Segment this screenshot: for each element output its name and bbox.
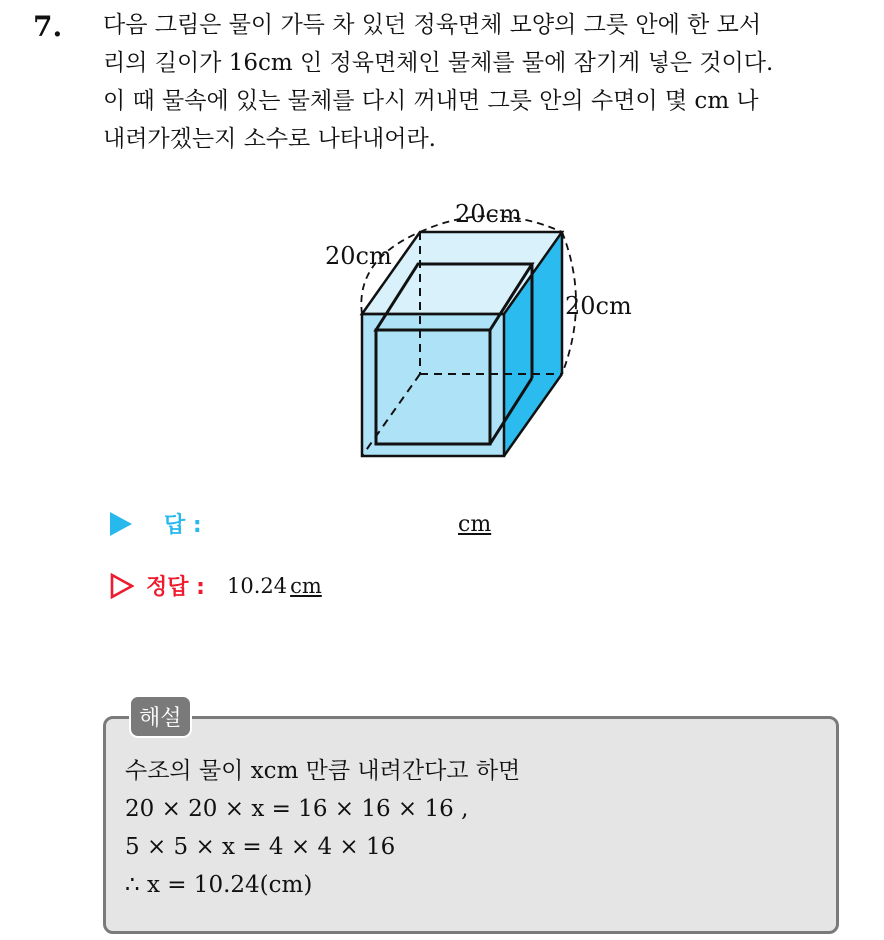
correct-answer-unit: cm	[290, 573, 322, 598]
correct-answer-row	[110, 570, 322, 601]
water-front-face	[362, 314, 504, 456]
solution-text	[125, 752, 520, 904]
question-text	[103, 6, 873, 158]
solution-tab: 해설	[129, 695, 192, 738]
solution-line-4: ∴ x = 10.24(cm)	[125, 872, 313, 898]
solution-line-3: 5 × 5 × x = 4 × 4 × 16	[125, 834, 396, 860]
left-dimension-label: 20cm	[325, 242, 392, 270]
answer-row	[110, 508, 202, 539]
cube-diagram	[300, 190, 660, 480]
play-triangle-icon	[110, 512, 132, 536]
question-line-3: 이 때 물속에 있는 물체를 다시 꺼내면 그릇 안의 수면이 몇 cm 나	[103, 88, 759, 114]
answer-unit: cm	[458, 512, 492, 537]
question-number: 7.	[33, 10, 63, 43]
question-line-2: 리의 길이가 16cm 인 정육면체인 물체를 물에 잠기게 넣은 것이다.	[103, 50, 774, 76]
answer-label: 답 :	[164, 513, 202, 538]
top-dimension-label: 20cm	[455, 200, 522, 228]
correct-answer-value: 10.24	[226, 573, 288, 598]
solution-line-2: 20 × 20 × x = 16 × 16 × 16 ,	[125, 796, 469, 822]
question-line-4: 내려가겠는지 소수로 나타내어라.	[103, 126, 436, 152]
correct-answer-label: 정답 :	[146, 575, 205, 600]
question-line-1: 다음 그림은 물이 가득 차 있던 정육면체 모양의 그릇 안에 한 모서	[103, 12, 762, 38]
solution-line-1: 수조의 물이 xcm 만큼 내려간다고 하면	[125, 758, 521, 784]
outline-triangle-icon	[110, 573, 134, 599]
cube-figure	[300, 190, 660, 480]
right-dimension-label: 20cm	[565, 292, 632, 320]
